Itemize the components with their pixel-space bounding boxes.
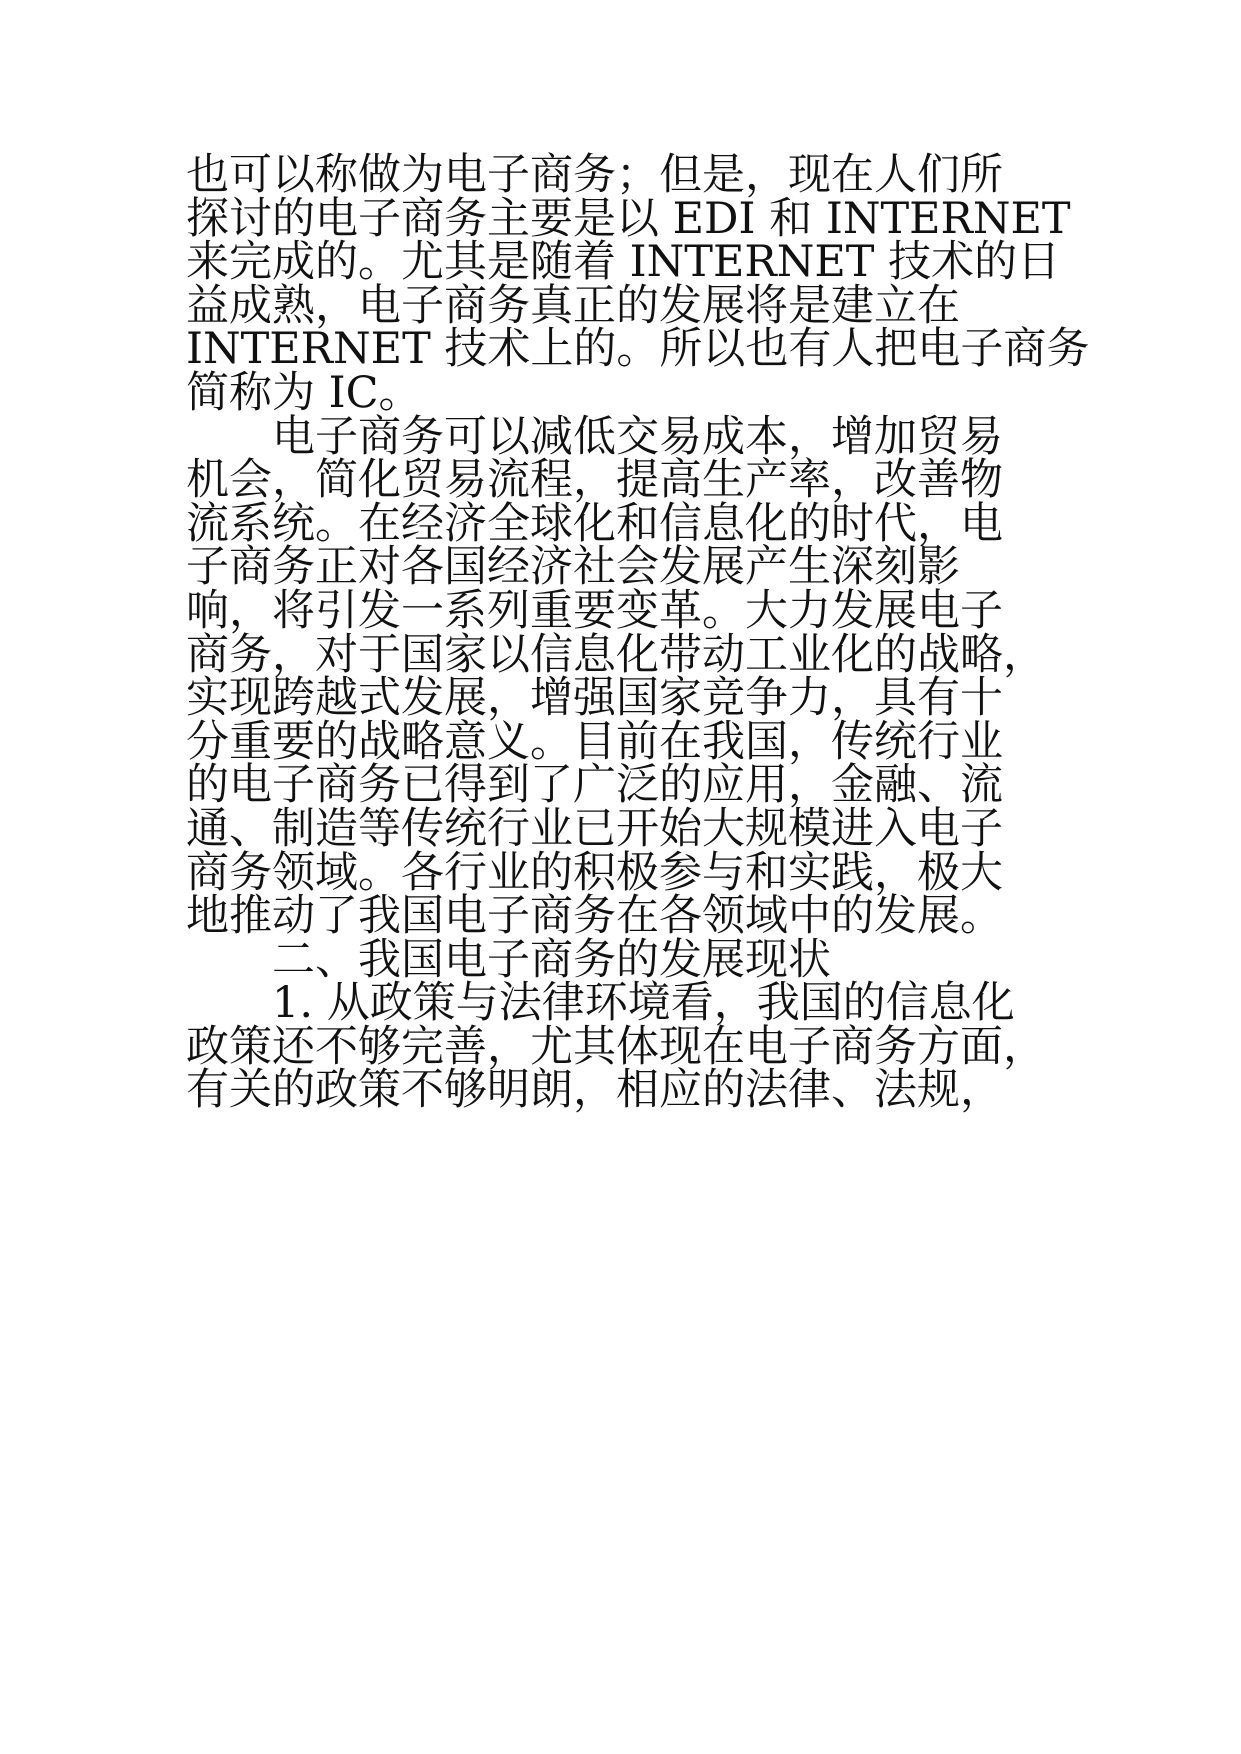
text-line: 来完成的。尤其是随着 INTERNET 技术的日 [186,237,1061,288]
text-line: 政策还不够完善，尤其体现在电子商务方面， [186,1021,1046,1072]
text-line: 有关的政策不够明朗，相应的法律、法规， [186,1065,1003,1116]
text-line: 的电子商务已得到了广泛的应用，金融、流 [186,760,1003,811]
text-line: 商务领域。各行业的积极参与和实践，极大 [186,847,1003,898]
text-line: 1. 从政策与法律环境看，我国的信息化 [186,978,1015,1029]
text-line: 子商务正对各国经济社会发展产生深刻影 [186,542,960,593]
text-line: 流系统。在经济全球化和信息化的时代，电 [186,498,1003,549]
text-line: 机会，简化贸易流程，提高生产率，改善物 [186,455,1003,506]
text-line: 实现跨越式发展，增强国家竞争力，具有十 [186,673,1003,724]
text-line: 也可以称做为电子商务；但是，现在人们所 [186,150,1003,200]
text-line: 商务，对于国家以信息化带动工业化的战略， [186,629,1046,680]
text-line: 电子商务可以减低交易成本，增加贸易 [186,411,1003,462]
text-line: 响，将引发一系列重要变革。大力发展电子 [186,585,1003,636]
section-heading: 二、我国电子商务的发展现状 [186,934,831,985]
text-line: 地推动了我国电子商务在各领域中的发展。 [186,891,1003,942]
text-line: INTERNET 技术上的。所以也有人把电子商务 [186,324,1090,375]
text-line: 简称为 IC。 [186,367,422,418]
text-line: 通、制造等传统行业已开始大规模进入电子 [186,803,1003,854]
body-text [186,150,1090,1116]
text-line: 分重要的战略意义。目前在我国，传统行业 [186,716,1003,767]
text-line: 益成熟，电子商务真正的发展将是建立在 [186,280,960,331]
text-line: 探讨的电子商务主要是以 EDI 和 INTERNET [186,193,1071,244]
